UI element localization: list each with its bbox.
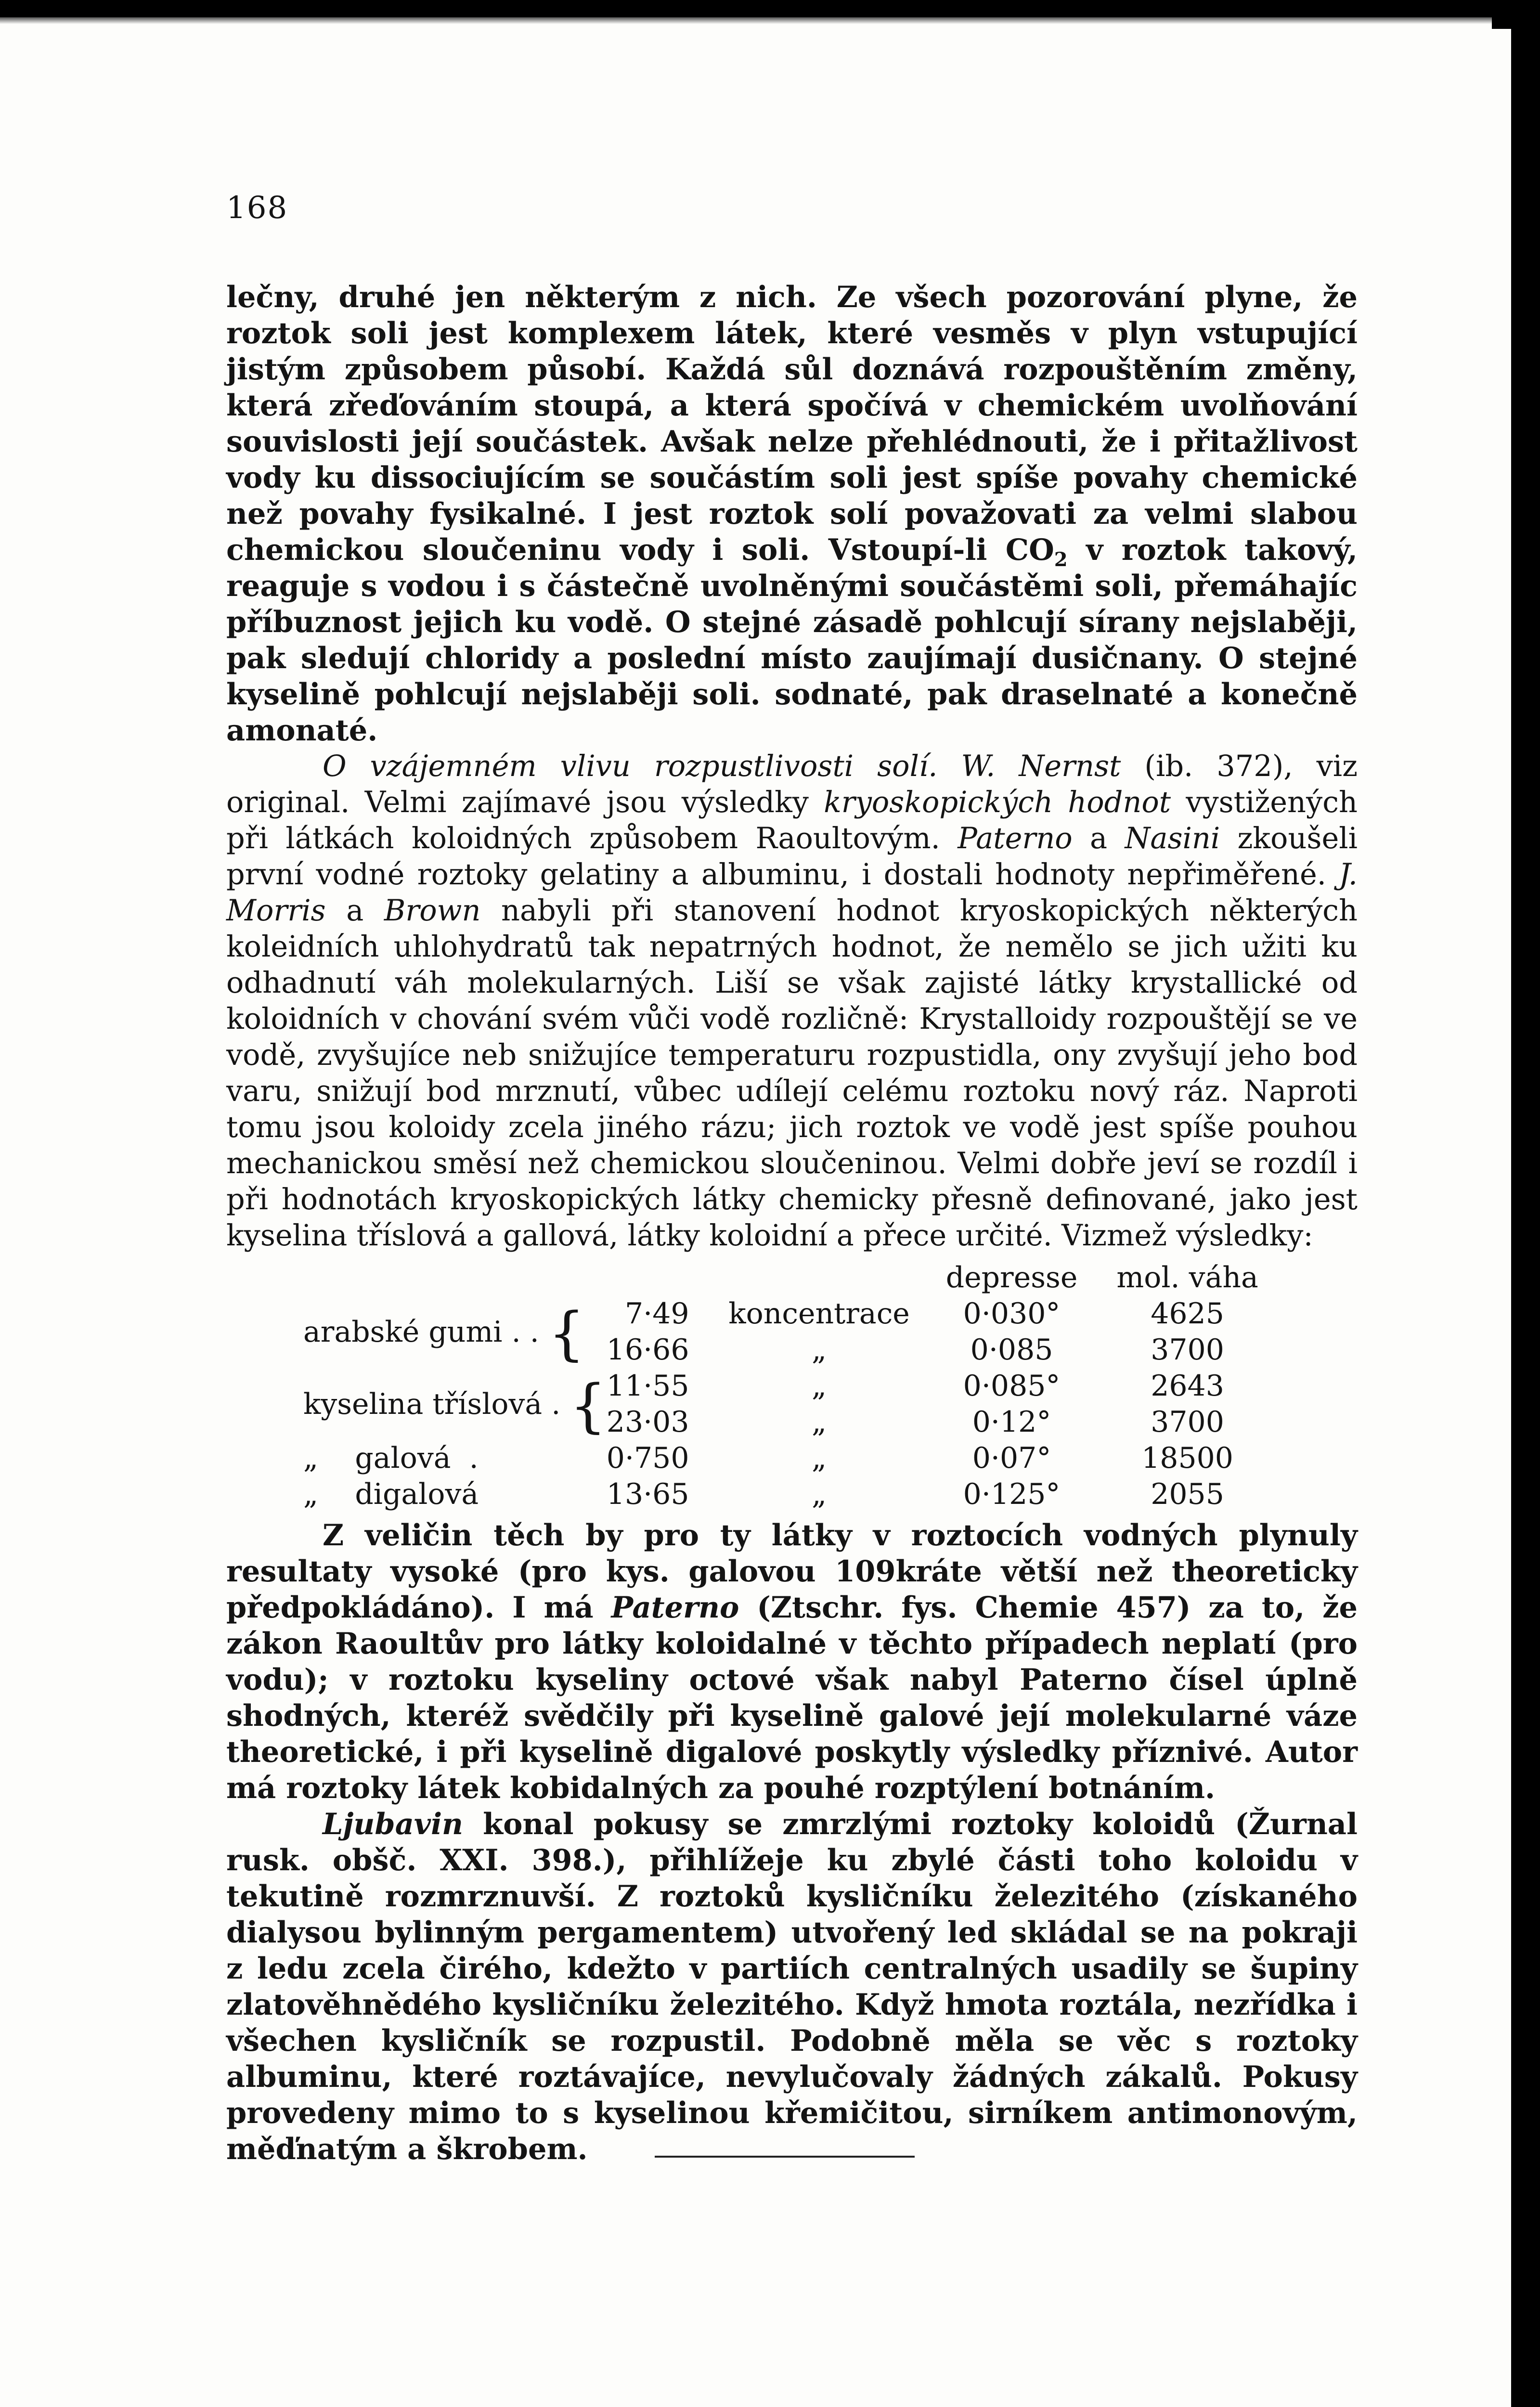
paragraph-2: O vzájemném vlivu rozpustlivosti solí. W. Nernst (ib. 372), viz original. Velmi zajímavé jsou výsledky kryoskopických hodnot vystižených při látkách koloidných způsobem Raoultovým. Paterno a Nasini zkoušeli první vodné roztoky gelatiny a albuminu, i dostali hodnoty nepřiměřené. J. Morris a Brown nabyli při stanovení hodnot kryoskopických některých koleidních uhlohydratů tak nepatrných hodnot, že nemělo se jich užiti ku odhadnutí váh molekularných. Liší se však zajisté látky krystallické od koloidních v chování svém vůči vodě rozličně: Krystalloidy rozpouštějí se ve vodě, zvyšujíce neb snižujíce temperaturu rozpustidla, ony zvyšují jeho bod varu, snižují bod mrznutí, vůbec udílejí celému roztoku nový ráz. Naproti tomu jsou koloidy zcela jiného rázu; jich roztok ve vodě jest spíše pouhou mechanickou směsí než chemickou sloučeninou. Velmi dobře jeví se rozdíl i při hodnotách kryoskopických látky chemicky přesně definované, jako jest kyselina tříslová a gallová, látky koloidní a přece určité. Vizmež výsledky: [226, 750, 1358, 1253]
author-name: Ljubavin [323, 1807, 464, 1841]
paragraph-4: Ljubavin konal pokusy se zmrzlými roztoky koloidů (Žurnal rusk. obšč. XXI. 398.), přihlížeje ku zbylé části toho koloidu v tekutině rozmrznuvší. Z roztoků kysličníku železitého (získaného dialysou bylinným pergamentem) utvořený led skládal se na pokraji z ledu zcela čirého, kdežto v partiích centralných usadily se šupiny zlatověhnědého kysličníku železitého. Když hmota roztála, nezřídka i všechen kysličník se rozpustil. Podobně měla se věc s roztoky albuminu, které roztávajíce, nevylučovaly žádných zákalů. Pokusy provedeny mimo to s kyselinou křemičitou, sirníkem antimonovým, měďnatým a škrobem. [226, 1807, 1358, 2166]
section-title: O vzájemném vlivu rozpustlivosti solí. [323, 750, 938, 783]
page-number: 168 [226, 190, 288, 226]
table-header [303, 1260, 1291, 1296]
brace: { [569, 1372, 607, 1439]
text-block [226, 279, 1358, 2167]
brace: { [548, 1300, 585, 1367]
author-name: W. Nernst [961, 750, 1121, 783]
column-header-depresse: depresse [945, 1261, 1078, 1294]
substance-label: „ digalová [303, 1477, 479, 1511]
author-name: J. Morris [226, 858, 1358, 928]
scan-border-right [1511, 0, 1540, 2407]
column-header-mol-vaha: mol. váha [1116, 1261, 1258, 1294]
author-name: Paterno [611, 1591, 739, 1625]
paragraph-3: Z veličin těch by pro ty látky v roztocích vodných plynuly resultaty vysoké (pro kys. galovou 109kráte větší než theoreticky předpokládáno). I má Paterno (Ztschr. fys. Chemie 457) za to, že zákon Raoultův pro látky koloidalné v těchto případech neplatí (pro vodu); v roztoku kyseliny octové však nabyl Paterno čísel úplně shodných, kteréž svědčily při kyselině galové její molekularné váze theoretické, i při kyselině digalové poskytly výsledky příznivé. Autor má roztoky látek kobidalných za pouhé rozptýlení botnáním. [226, 1518, 1358, 1805]
table-row: 23·03 „ 0·12° 3700 [606, 1405, 1224, 1439]
author-name: Brown [384, 894, 481, 928]
paragraph-1: lečny, druhé jen některým z nich. Ze všech pozorování plyne, že roztok soli jest komplexem látek, které vesměs v plyn vstupující jistým způsobem působí. Každá sůl doznává rozpouštěním změny, která zřeďováním stoupá, a která spočívá v chemickém uvolňování souvislosti její součástek. Avšak nelze přehlédnouti, že i přitažlivost vody ku dissociujícím se součástím soli jest spíše povahy chemické než povahy fysikalné. I jest roztok solí považovati za velmi slabou chemickou sloučeninu vody i soli. Vstoupí-li $CO_2$ v roztok takový, reaguje s vodou i s částečně uvolněnými součástěmi soli, přemáhajíc příbuznost jejich ku vodě. O stejné zásadě pohlcují sírany nejslaběji, pak sledují chloridy a poslední místo zaujímají dusičnany. O stejné kyselině pohlcují nejslaběji soli. sodnaté, pak draselnaté a konečně amonaté. [226, 280, 1358, 748]
table-row: „ galová . 0·750 „ 0·07° 18500 [303, 1440, 1291, 1476]
end-rule [655, 2156, 915, 2158]
scan-border-shadow [0, 17, 1540, 24]
author-name: Paterno [958, 822, 1073, 855]
author-name: Nasini [1125, 822, 1220, 855]
table-row: „ digalová 13·65 „ 0·125° 2055 [303, 1476, 1291, 1513]
scan-border-top [0, 0, 1540, 17]
substance-label: „ galová . [303, 1441, 479, 1475]
table-row: 16·66 „ 0·085 3700 [606, 1333, 1224, 1367]
results-table [303, 1260, 1291, 1513]
substance-label: arabské gumi . . { [303, 1300, 585, 1367]
scan-border-notch [1492, 0, 1511, 29]
table-row: arabské gumi . . { 7·49 koncentrace 0·030° 4625 [303, 1296, 1291, 1332]
substance-label: kyselina tříslová . { [303, 1372, 607, 1439]
table-row: kyselina tříslová . { 11·55 „ 0·085° 2643 [303, 1368, 1291, 1404]
